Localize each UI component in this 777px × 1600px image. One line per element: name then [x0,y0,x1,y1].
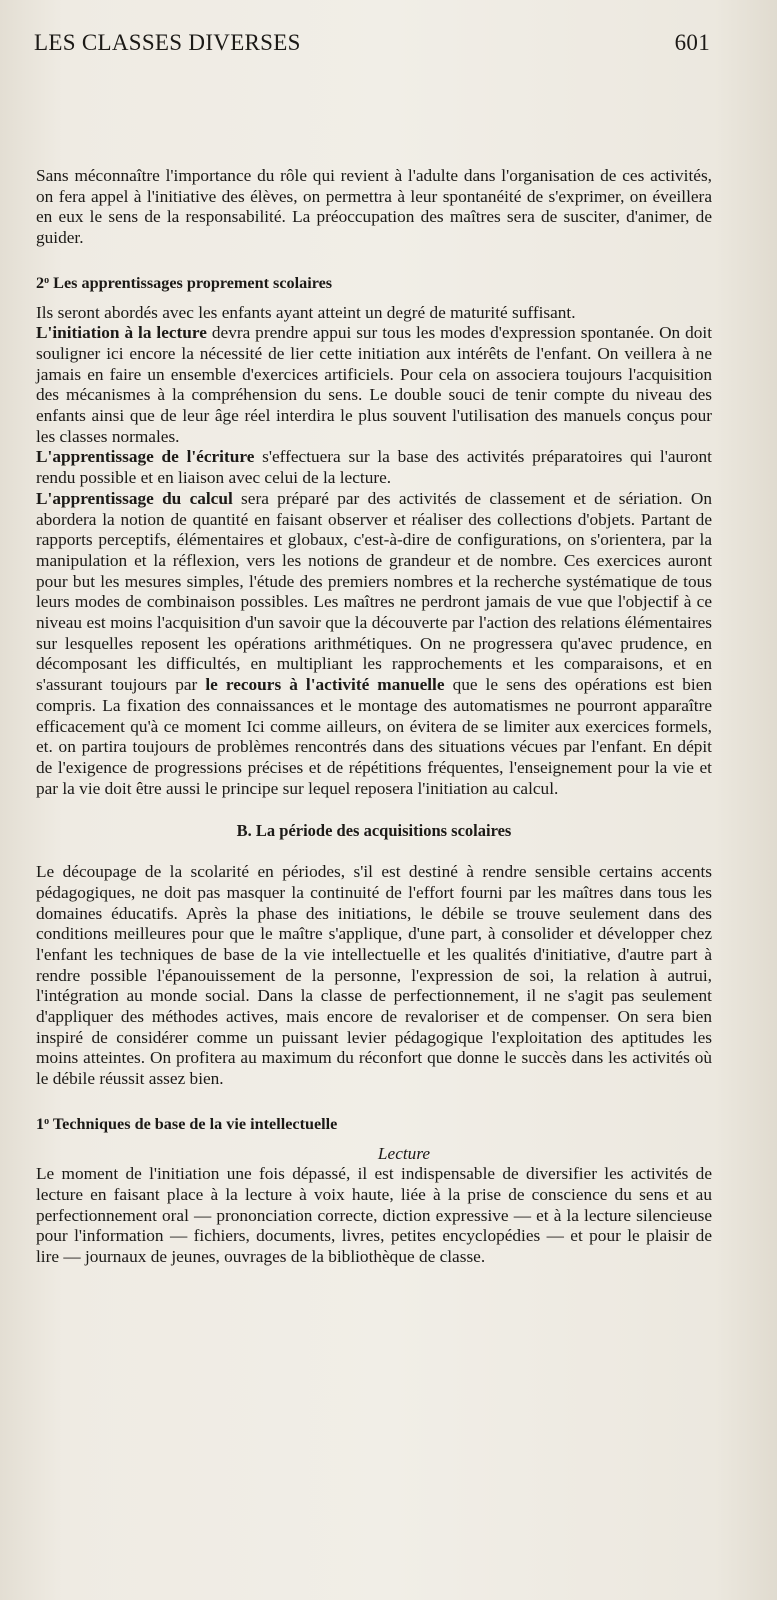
running-title: LES CLASSES DIVERSES [34,30,301,55]
section-2-title: Les apprentissages proprement scolaires [49,273,333,292]
page-number: 601 [674,30,710,55]
writing-paragraph [36,447,712,488]
section-2-heading [36,271,712,294]
section-1-heading [36,1112,712,1135]
page-body [36,166,712,1268]
reading-paragraph [36,323,712,447]
section-1-degree: o [44,1115,50,1127]
section-b-heading: B. La période des acquisitions scolaires [236,821,512,841]
running-head [34,30,710,56]
writing-text: s'effectuera sur la base des activités préparatoires qui l'auront rendu possible et en liaison avec celui de la lecture. [36,447,712,488]
manual-activity-term: le recours à l'activité manuelle [205,675,445,695]
intro-paragraph: Sans méconnaître l'importance du rôle qui revient à l'adulte dans l'organisation de ces activités, on fera appel à l'initiative des élèves, on permettra à leur spontanéité de s'exprimer, on éveillera en eux le sens de la responsabilité. La préoccupation des maîtres sera de susciter, d'animer, de guider. [36,166,712,248]
writing-term: L'apprentissage de l'écriture [36,447,255,467]
arithmetic-paragraph [36,489,712,800]
section-1-number: 1 [36,1114,45,1133]
reading-term: L'initiation à la lecture [36,323,207,343]
reading-subheading: Lecture [377,1143,431,1163]
section-b-paragraph: Le découpage de la scolarité en périodes, s'il est destiné à rendre sensible certains accents pédagogiques, ne doit pas masquer la continuité de l'effort fourni par les maîtres dans tous les domaines éducatifs. Après la phase des initiations, le débile se trouve seulement dans des conditions meilleures pour que le maître s'applique, d'une part, à consolider et développer chez l'enfant les techniques de base de la vie intellectuelle et les qualités d'initiative, d'autre part à rendre possible l'épanouissement de la personne, l'expression de soi, la relation à autrui, l'intégration au monde social. Dans la classe de perfectionnement, il ne s'agit pas seulement d'appliquer des méthodes actives, mais encore de revaloriser et de compenser. On sera bien inspiré de considérer comme un puissant levier pédagogique l'exploitation des aptitudes les moins atteintes. On profitera au maximum du réconfort que donne le succès dans les activités où le débile réussit assez bien. [36,862,712,1089]
reading-text: devra prendre appui sur tous les modes d'expression spontanée. On doit souligner ici encore la nécessité de lier cette initiation aux intérêts de l'enfant. On veillera à ne jamais en faire un ensemble d'exercices artificiels. Pour cela on associera toujours l'acquisition des mécanismes à la compréhension du sens. Le double souci de tenir compte du niveau des enfants ainsi que de leur âge réel interdira le plus souvent l'utilisation des manuels conçus pour les classes normales. [36,323,713,446]
section-1-title: Techniques de base de la vie intellectuelle [49,1114,338,1133]
section-2-intro: Ils seront abordés avec les enfants ayant atteint un degré de maturité suffisant. [36,302,576,322]
section-2-degree: o [44,274,50,286]
arithmetic-text-2: que le sens des opérations est bien compris. La fixation des connaissances et le montage des automatismes ne pourront apparaître efficacement qu'à ce moment Ici comme ailleurs, on évitera de se limiter aux exercices formels, et. on partira toujours de problèmes rencontrés dans des situations vécues par l'enfant. En dépit de l'exigence de progressions précises et de répétitions fréquentes, l'enseignement pour la vie et par la vie doit être aussi le principe sur lequel reposera l'initiation au calcul. [36,675,712,798]
arithmetic-text-1: sera préparé par des activités de classement et de sériation. On abordera la notion de quantité en faisant observer et réaliser des collections d'objets. Partant de rapports perceptifs, élémentaires et globaux, c'est-à-dire de configurations, on s'orientera, par la manipulation et la réflexion, vers les notions de grandeur et de nombre. Ces exercices auront pour but les mesures simples, l'étude des premiers nombres et la recherche systématique de tous leurs modes de combinaison possibles. Les maîtres ne perdront jamais de vue que l'objectif à ce niveau est moins l'acquisition d'un savoir que la découverte par l'action des relations élémentaires sur lesquelles reposent les opérations arithmétiques. On ne progressera qu'avec prudence, en décomposant les difficultés, en multipliant les rapprochements et les comparaisons, et en s'assurant toujours par [36,488,712,695]
arithmetic-term: L'apprentissage du calcul [36,488,233,508]
section-1-paragraph: Le moment de l'initiation une fois dépassé, il est indispensable de diversifier les activités de lecture en faisant place à la lecture à voix haute, liée à la prise de conscience du sens et au perfectionnement oral — prononciation correcte, diction expressive — et à la lecture silencieuse pour l'information — fichiers, documents, livres, petites encyclopédies — et pour le plaisir de lire — journaux de jeunes, ouvrages de la bibliothèque de classe. [36,1164,712,1267]
section-2-number: 2 [36,273,45,292]
